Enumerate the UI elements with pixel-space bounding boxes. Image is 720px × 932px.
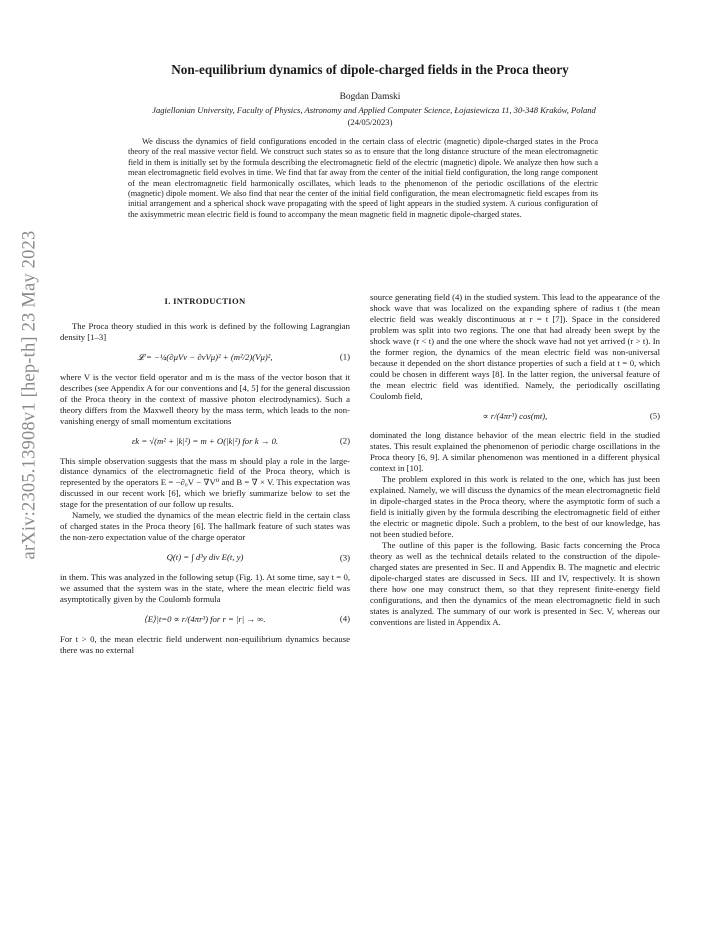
abstract: We discuss the dynamics of field configurations encoded in the certain class of electric (magnetic) dipole-charged states in the Proca theory of the real massive vector field. We construct such states so as to ensure that the long distance structure of the mean electromagnetic field in them is initially set by the formula describing the electromagnetic field of the electric (magnetic) dipole. We analyze then how such a mean electromagnetic field evolves in time. We find that far away from the center of the initial field configuration, the long range component of the mean electromagnetic field harmonically oscillates, which leads to the phenomenon of the periodic oscillations of the electric (magnetic) dipole moment. We also find that near the center of the initial field configuration, the mean electromagnetic field escapes from its initial arrangement and a spherical shock wave propagating with the speed of light appears in the studied system. A curious configuration of the axisymmetric mean electric field is found to accompany the mean magnetic field in magnetic dipole-charged states.: [128, 137, 598, 219]
paragraph: This simple observation suggests that the mass m should play a role in the large-distance dynamics of the electromagnetic field of the Proca theory, which is represented by the operators E = −∂₀V − ∇V⁰ and B = ∇ × V. This expectation was discussed in our recent work [6], which we briefly summarize below to set the stage for the presentation of our follow up results.: [60, 455, 350, 510]
equation-4: [60, 614, 350, 625]
author-name: Bogdan Damski: [339, 92, 401, 102]
paragraph: The problem explored in this work is related to the one, which has just been explained. Namely, we will discuss the dynamics of the mean electromagnetic field in dipole-charged states in the Proca theory, where the asymptotic form of such a field is initially given by the formula describing the electromagnetic field of either the electric or magnetic dipole. Such a problem, to the best of our knowledge, has not been studied before.: [370, 474, 660, 540]
right-column: [370, 292, 660, 628]
equation-5-number: (5): [649, 410, 660, 421]
equation-1-body: 𝓛 = −¼(∂μVν − ∂νVμ)² + (m²/2)(Vμ)²,: [137, 351, 273, 362]
paper-title: Non-equilibrium dynamics of dipole-charged fields in the Proca theory: [171, 62, 569, 77]
equation-5-body: ∝ r/(4πr³) cos(mt),: [482, 410, 548, 421]
arxiv-stamp: [8, 100, 52, 690]
paragraph: in them. This was analyzed in the following setup (Fig. 1). At some time, say t = 0, we assumed that the system was in the state, where the mean electric field was asymptotically given by the Coulomb formula: [60, 572, 350, 605]
paragraph: source generating field (4) in the studied system. This lead to the appearance of the shock wave that was localized on the expanding sphere of radius t (the mean electric field was weakly discontinuous at r = t [7]). Space in the considered problem was split into two regions. The one that had already been swept by the shock wave (r < t) and the one where the shock wave had not yet arrived (r > t). In the former region, the dynamics of the mean electric field was non-universal because it depended on the short distance properties of such a field at t = 0, which could be chosen in different ways [8]. In the latter region, the universal feature of the mean electric field was identified. Namely, the periodically oscillating Coulomb field,: [370, 292, 660, 401]
section-heading-introduction: I. INTRODUCTION: [164, 296, 246, 306]
equation-2-number: (2): [339, 435, 350, 446]
equation-3-body: Q(t) = ∫ d³y div E(t, y): [166, 552, 244, 563]
equation-3-number: (3): [339, 552, 350, 563]
equation-2: [60, 436, 350, 447]
equation-1-number: (1): [339, 351, 350, 362]
equation-4-number: (4): [339, 613, 350, 624]
left-column: [60, 292, 350, 656]
author-affiliation: Jagiellonian University, Faculty of Physics, Astronomy and Applied Computer Science, Łojasiewicza 11, 30-348 Kraków, Poland: [152, 105, 596, 115]
equation-3: [60, 552, 350, 563]
equation-1: [60, 352, 350, 363]
paragraph: The Proca theory studied in this work is defined by the following Lagrangian density [1–3]: [60, 320, 350, 342]
paper-date: (24/05/2023): [347, 117, 393, 127]
paragraph: The outline of this paper is the following. Basic facts concerning the Proca theory as well as the technical details related to the construction of the dipole-charged states are presented in Sec. II and Appendix B. The magnetic and electric dipole-charged states are discussed in Secs. III and IV, respectively. It is shown there how one may construct them, so that they represent finite-energy field configurations, and then the dynamics of the mean electromagnetic field in such states is analyzed. The summary of our work is presented in Sec. V, whereas our conventions are listed in Appendix A.: [370, 540, 660, 627]
equation-2-body: εk = √(m² + |k|²) = m + O(|k|²) for k → 0.: [131, 435, 279, 446]
paragraph: Namely, we studied the dynamics of the mean electric field in the certain class of charged states in the Proca theory [6]. The hallmark feature of such states was the non-zero expectation value of the charge operator: [60, 510, 350, 543]
equation-5: [370, 411, 660, 422]
arxiv-stamp-text: arXiv:2305.13908v1 [hep-th] 23 May 2023: [19, 230, 40, 560]
paragraph: where V is the vector field operator and m is the mass of the vector boson that it describes (see Appendix A for our conventions and [4, 5] for the general discussion of the Proca theory in the context of massive photon electrodynamics). Such a theory differs from the Maxwell theory by the mass term, which leads to the non-vanishing energy of small momentum excitations: [60, 371, 350, 426]
equation-4-body: ⟨E⟩|t=0 ∝ r/(4πr³) for r = |r| → ∞.: [144, 613, 266, 624]
paragraph: For t > 0, the mean electric field underwent non-equilibrium dynamics because there was no external: [60, 633, 350, 655]
paragraph: dominated the long distance behavior of the mean electric field in the studied states. This result explained the phenomenon of periodic charge oscillations in the Proca theory [6, 9]. A similar phenomenon was mentioned in a different physical context in [10].: [370, 430, 660, 474]
